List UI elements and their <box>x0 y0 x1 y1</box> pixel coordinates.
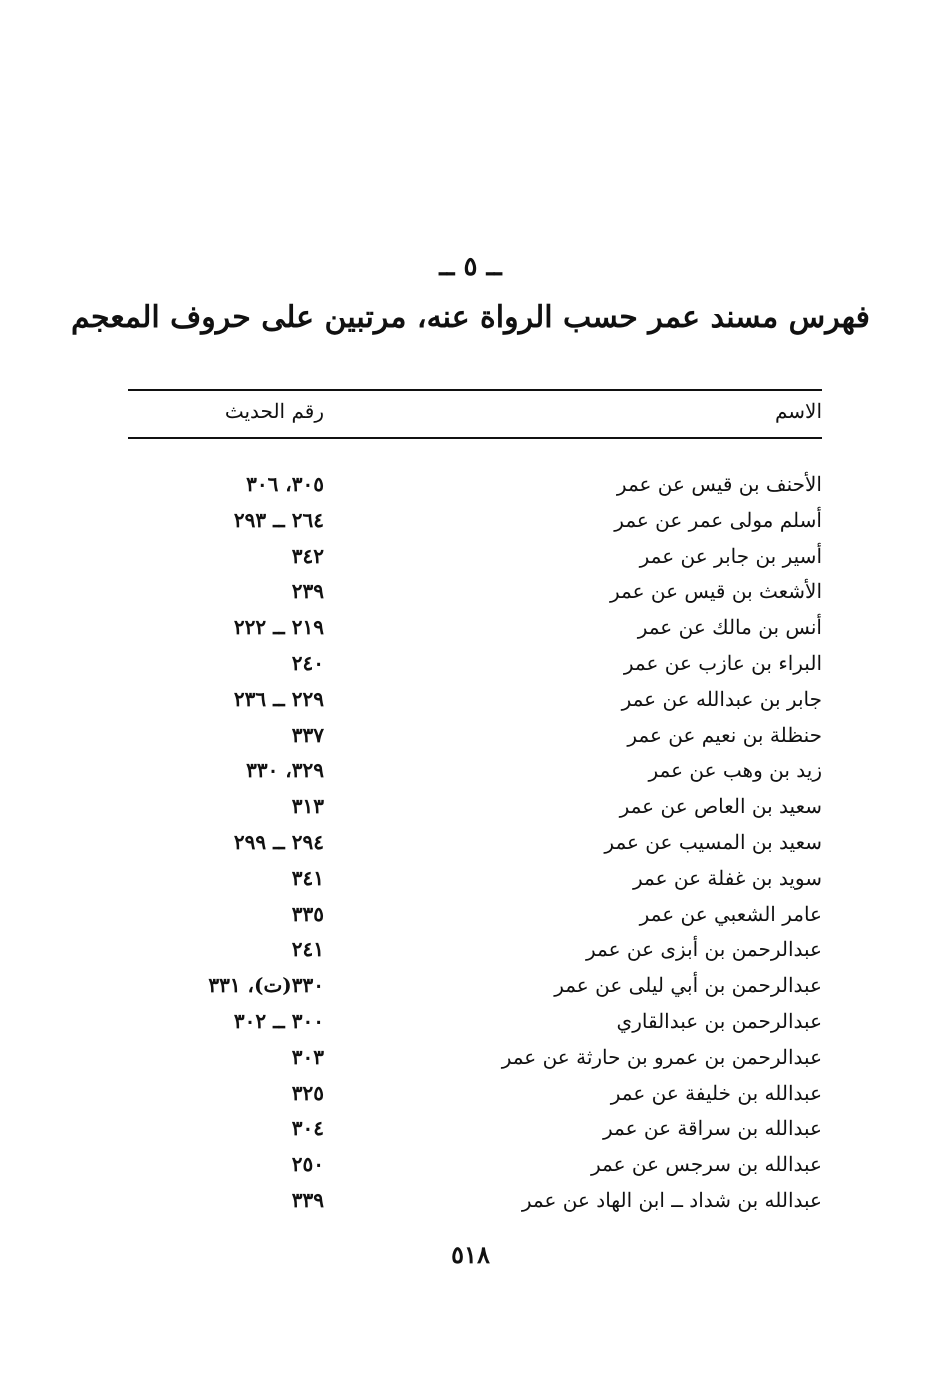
table-row <box>128 1147 822 1183</box>
table-row <box>128 718 822 754</box>
narrator-name: زيد بن وهب عن عمر <box>648 758 822 783</box>
hadith-number: ٢٩٤ ــ ٢٩٩ <box>233 829 324 854</box>
narrator-name: أسلم مولى عمر عن عمر <box>614 507 822 532</box>
table-row <box>128 467 822 503</box>
hadith-number: ٣٠٥، ٣٠٦ <box>246 472 324 496</box>
table-row <box>128 646 822 682</box>
table-row <box>128 932 822 968</box>
header-name: الاسم <box>774 399 822 423</box>
table-row <box>128 825 822 861</box>
hadith-number: ٣٣٩ <box>291 1187 324 1212</box>
hadith-number: ٣٣٠(ت)، ٣٣١ <box>208 973 324 998</box>
hadith-number: ٣٢٩، ٣٣٠ <box>246 758 324 783</box>
narrator-name: سويد بن غفلة عن عمر <box>633 865 822 890</box>
table-row <box>128 539 822 575</box>
hadith-number: ٢٣٩ <box>291 579 324 604</box>
hadith-number: ٣٠٣ <box>291 1044 324 1069</box>
hadith-number: ٣٠٠ ــ ٣٠٢ <box>233 1008 324 1033</box>
hadith-number: ٢٦٤ ــ ٢٩٣ <box>233 507 324 532</box>
page-title: فهرس مسند عمر حسب الرواة عنه، مرتبين على حروف المعجم <box>71 300 870 335</box>
hadith-number: ٢٤٠ <box>291 650 324 675</box>
hadith-number: ٣٣٧ <box>291 722 324 747</box>
header-number: رقم الحديث <box>224 399 324 423</box>
narrator-name: عبدالله بن سرجس عن عمر <box>590 1152 822 1177</box>
table-row <box>128 574 822 610</box>
table-row <box>128 1183 822 1219</box>
narrator-name: الأشعث بن قيس عن عمر <box>609 579 822 604</box>
table-rows <box>128 467 822 1219</box>
table-header <box>128 391 822 437</box>
table-row <box>128 610 822 646</box>
table-row <box>128 753 822 789</box>
narrator-name: الأحنف بن قيس عن عمر <box>616 472 822 496</box>
table-row <box>128 1004 822 1040</box>
hadith-number: ٢٢٩ ــ ٢٣٦ <box>233 686 324 711</box>
table-row <box>128 1040 822 1076</box>
hadith-number: ٣٤١ <box>291 865 324 890</box>
hadith-number: ٢٤١ <box>291 937 324 962</box>
table-row <box>128 1076 822 1112</box>
narrator-name: حنظلة بن نعيم عن عمر <box>627 722 822 747</box>
narrator-name: عبدالله بن شداد ــ ابن الهاد عن عمر <box>521 1187 822 1212</box>
narrator-name: سعيد بن المسيب عن عمر <box>604 829 822 854</box>
narrator-name: عامر الشعبي عن عمر <box>639 901 822 926</box>
hadith-number: ٣٠٤ <box>291 1116 324 1141</box>
table-row <box>128 861 822 897</box>
index-table <box>128 389 822 1219</box>
narrator-name: أنس بن مالك عن عمر <box>637 615 822 640</box>
narrator-name: جابر بن عبدالله عن عمر <box>621 686 822 711</box>
page-number: ٥١٨ <box>451 1240 490 1269</box>
hadith-number: ٢٥٠ <box>291 1152 324 1177</box>
hadith-number: ٢١٩ ــ ٢٢٢ <box>233 615 324 640</box>
narrator-name: عبدالله بن خليفة عن عمر <box>610 1080 822 1105</box>
narrator-name: البراء بن عازب عن عمر <box>623 650 822 675</box>
hadith-number: ٣٢٥ <box>291 1080 324 1105</box>
table-row <box>128 968 822 1004</box>
narrator-name: عبدالرحمن بن أبي ليلى عن عمر <box>554 973 822 998</box>
narrator-name: عبدالرحمن بن عمرو بن حارثة عن عمر <box>501 1044 822 1069</box>
narrator-name: أسير بن جابر عن عمر <box>639 543 822 568</box>
hadith-number: ٣١٣ <box>291 794 324 819</box>
narrator-name: سعيد بن العاص عن عمر <box>619 794 822 819</box>
table-row <box>128 789 822 825</box>
table-header-rule <box>128 437 822 439</box>
table-row <box>128 897 822 933</box>
narrator-name: عبدالله بن سراقة عن عمر <box>602 1116 822 1141</box>
hadith-number: ٣٣٥ <box>291 901 324 926</box>
narrator-name: عبدالرحمن بن عبدالقاري <box>616 1008 822 1033</box>
hadith-number: ٣٤٢ <box>291 543 324 568</box>
table-row <box>128 682 822 718</box>
narrator-name: عبدالرحمن بن أبزى عن عمر <box>585 937 822 962</box>
table-row <box>128 1111 822 1147</box>
table-row <box>128 503 822 539</box>
section-number: ــ ٥ ــ <box>439 252 502 282</box>
